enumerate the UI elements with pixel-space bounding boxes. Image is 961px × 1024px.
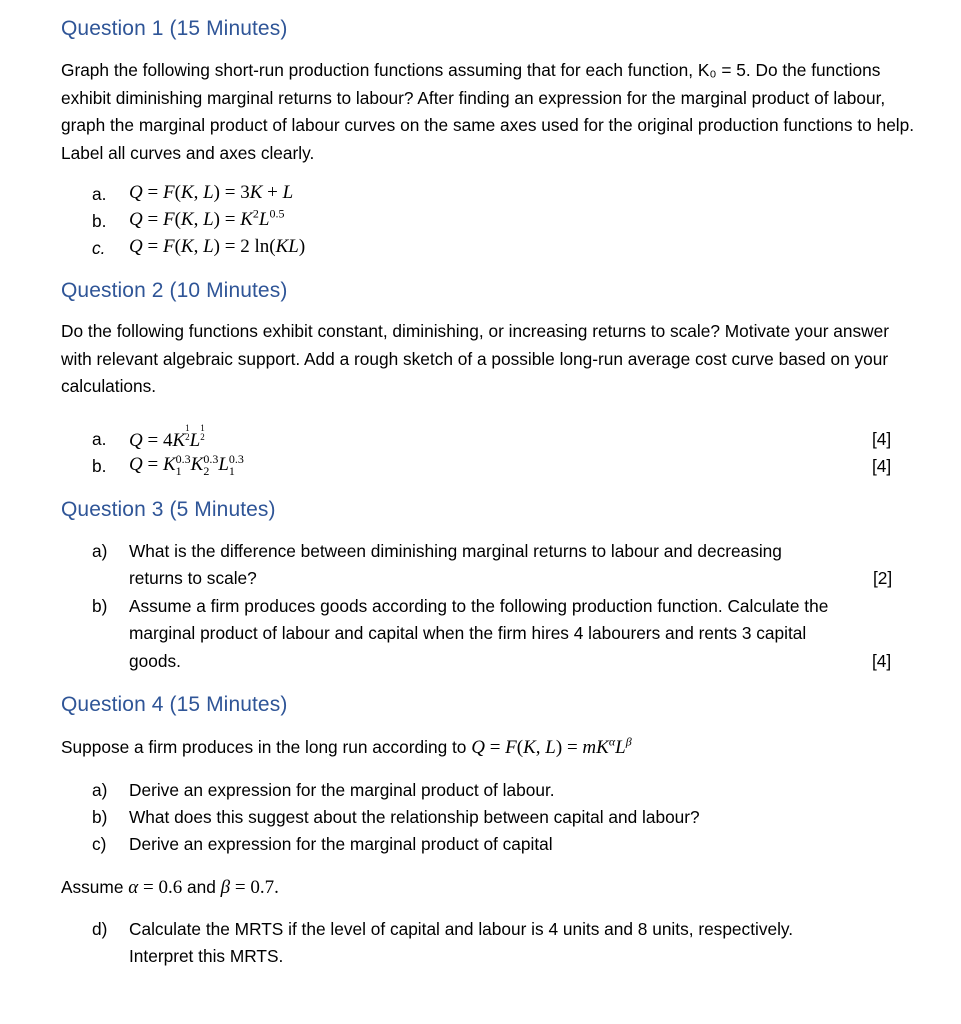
q2-item-a-label: a. bbox=[92, 429, 107, 449]
q3-item-b-line3: goods. bbox=[129, 651, 181, 671]
q4-assumption bbox=[61, 877, 279, 899]
q3-heading: Question 3 (5 Minutes) bbox=[61, 498, 276, 521]
q1-heading: Question 1 (15 Minutes) bbox=[61, 17, 288, 40]
q3-item-b-line1: Assume a firm produces goods according to the following production function. Calculate the bbox=[129, 596, 829, 616]
q4-item-d-label: d) bbox=[92, 919, 108, 939]
q3-item-a-label: a) bbox=[92, 541, 108, 561]
q2-heading: Question 2 (10 Minutes) bbox=[61, 279, 288, 302]
q3-item-a-marks: [2] bbox=[873, 568, 893, 588]
q2-item-a-equation: Q = 4K 1 2 L 1 2 bbox=[129, 423, 205, 451]
q4-item-a-text: Derive an expression for the marginal product of labour. bbox=[129, 780, 555, 800]
q4-item-d-line1: Calculate the MRTS if the level of capital and labour is 4 units and 8 units, respectively. bbox=[129, 919, 794, 939]
q4-item-c-label: c) bbox=[92, 834, 107, 854]
q3-item-b-label: b) bbox=[92, 596, 108, 616]
q1-item-c-label: c. bbox=[92, 238, 106, 258]
q2-item-b-marks: [4] bbox=[872, 456, 892, 476]
q3-item-b-line2: marginal product of labour and capital when the firm hires 4 labourers and rents 3 capital bbox=[129, 623, 807, 643]
q4-intro-text: Suppose a firm produces in the long run according to bbox=[61, 737, 467, 757]
q1-item-c-equation: Q = F(K, L) = 2 ln(KL) bbox=[129, 236, 306, 257]
q4-production-function: Q = F(K, $L) = mK^\alpha L^\beta$ bbox=[471, 734, 632, 758]
q2-text: Do the following functions exhibit constant, diminishing, or increasing returns to scale? Motivate your answer with relevant algebraic support. Add a rough sketch of a possible long-run average cost curve based on your calculations. bbox=[61, 321, 889, 396]
q2-item-b-label: b. bbox=[92, 456, 107, 476]
q1-item-b-equation: Q = F(K, $L) = K^2L^{0.5}$ bbox=[129, 206, 285, 230]
q4-alpha-value: α = 0.6 bbox=[128, 877, 183, 898]
q4-intro bbox=[61, 734, 632, 759]
q4-item-d-line2: Interpret this MRTS. bbox=[129, 946, 284, 966]
q4-assume-and: and bbox=[187, 877, 216, 897]
q3-item-a-line1: What is the difference between diminishing marginal returns to labour and decreasing bbox=[129, 541, 782, 561]
q3-item-b-marks: [4] bbox=[872, 651, 892, 671]
q4-item-b-text: What does this suggest about the relationship between capital and labour? bbox=[129, 807, 700, 827]
q4-item-a-label: a) bbox=[92, 780, 108, 800]
q4-item-b-label: b) bbox=[92, 807, 108, 827]
q1-item-a-equation: Q = F(K, L) = 3K + L bbox=[129, 182, 294, 203]
q1-text: Graph the following short-run production functions assuming that for each function, K₀ = 5. Do the functions exhibit diminishing marginal returns to labour? After finding an expression for the marginal product of labour, graph the marginal product of labour curves on the same axes used for the original production functions to help. Label all curves and axes clearly. bbox=[61, 60, 915, 163]
q2-item-b-equation: $Q = K_1^{0.3}K_2^{0.3}L_1^{0.3}$ bbox=[129, 451, 244, 478]
q4-assume-prefix: Assume bbox=[61, 877, 124, 897]
q4-heading: Question 4 (15 Minutes) bbox=[61, 693, 288, 716]
q4-item-c-text: Derive an expression for the marginal product of capital bbox=[129, 834, 553, 854]
q3-item-a-line2: returns to scale? bbox=[129, 568, 257, 588]
q1-item-b-label: b. bbox=[92, 211, 107, 231]
q2-item-a-marks: [4] bbox=[872, 429, 892, 449]
q4-beta-value: β = 0.7. bbox=[220, 877, 279, 898]
q1-item-a-label: a. bbox=[92, 184, 107, 204]
